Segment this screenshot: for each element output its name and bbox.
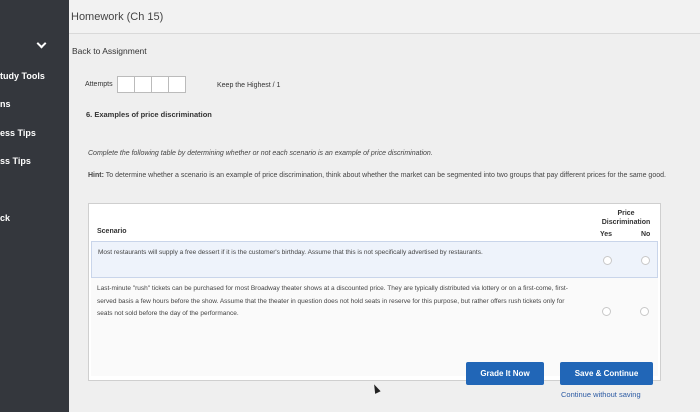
- question-title: 6. Examples of price discrimination: [86, 110, 212, 119]
- radio-no[interactable]: [641, 256, 650, 265]
- radio-yes[interactable]: [603, 256, 612, 265]
- price-discrimination-table: [88, 203, 661, 381]
- main-content: [69, 34, 700, 412]
- column-header-no: No: [641, 231, 651, 238]
- attempts-label: Attempts: [85, 81, 113, 88]
- sidebar-item-ns[interactable]: ns: [0, 99, 11, 109]
- column-header-yes: Yes: [600, 231, 613, 238]
- grade-it-now-button[interactable]: Grade It Now: [466, 362, 544, 385]
- instructions-text: Complete the following table by determining whether or not each scenario is an example of price discrimination.: [88, 150, 433, 157]
- chevron-down-icon[interactable]: [37, 39, 47, 49]
- attempts-indicator: [85, 76, 185, 93]
- column-header-scenario: Scenario: [97, 228, 127, 235]
- save-and-continue-button[interactable]: Save & Continue: [560, 362, 653, 385]
- hint-body: To determine whether a scenario is an example of price discrimination, think about whether the market can be segmented into two groups that pay different prices for the same good.: [103, 172, 666, 179]
- page-title: Homework (Ch 15): [71, 11, 164, 23]
- top-bar: [69, 0, 700, 34]
- mouse-cursor-icon: [371, 383, 380, 394]
- keep-highest-label: Keep the Highest / 1: [217, 82, 281, 89]
- radio-yes[interactable]: [602, 307, 611, 316]
- hint-label: Hint:: [88, 172, 104, 179]
- table-row: [91, 241, 658, 278]
- attempt-box: [168, 76, 186, 93]
- sidebar-item-study-tools[interactable]: tudy Tools: [0, 71, 45, 81]
- attempt-box: [117, 76, 135, 93]
- back-to-assignment-link[interactable]: Back to Assignment: [72, 46, 147, 56]
- attempt-box: [151, 76, 169, 93]
- continue-without-saving-link[interactable]: Continue without saving: [561, 390, 641, 399]
- scenario-text: Last-minute "rush" tickets can be purchased for most Broadway theater shows at a discounted price. They are typically distributed via lottery or on a first-come, first-served basis a few hours before the show. Assume that the theater in question does not hold seats in reserve for this purpose, but rather offers rush tickets only for seats not sold before the day of the performance.: [97, 285, 568, 317]
- scenario-text: Most restaurants will supply a free dessert if it is the customer's birthday. Assume that this is not specifically advertised by restaurants.: [98, 249, 483, 256]
- attempt-box: [134, 76, 152, 93]
- hint-text: [88, 169, 668, 182]
- radio-no[interactable]: [640, 307, 649, 316]
- sidebar-item-ck[interactable]: ck: [0, 213, 11, 223]
- sidebar-item-tips-1[interactable]: ess Tips: [0, 128, 36, 138]
- sidebar: [0, 0, 69, 412]
- column-header-price-discrimination: Price Discrimination: [601, 210, 651, 226]
- sidebar-item-tips-2[interactable]: ss Tips: [0, 156, 31, 166]
